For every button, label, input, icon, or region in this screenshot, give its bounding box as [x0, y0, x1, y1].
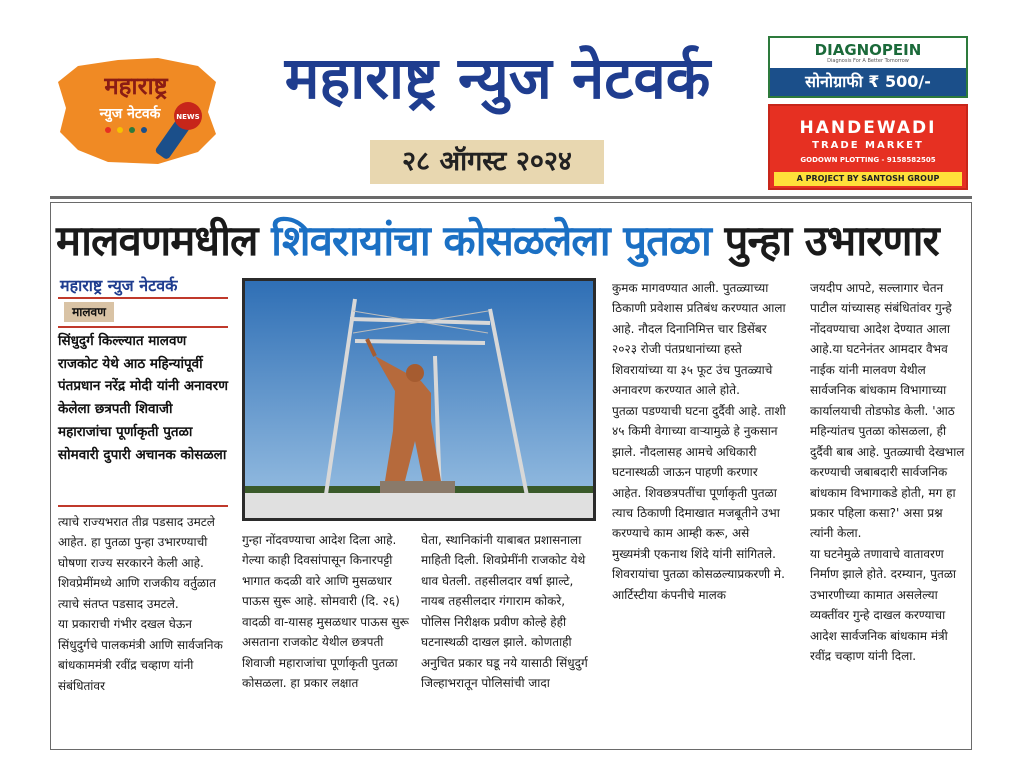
column-1-paragraph-1: त्याचे राज्यभरात तीव्र पडसाद उमटले आहेत. हा पुतळा पुन्हा उभारण्याची घोषणा राज्य सरकारने केली आहे. शिवप्रेमींमध्ये आणि राजकीय वर्तुळात त्याचे संतप्त पडसाद उमटले.	[58, 515, 216, 611]
diagnopein-ad[interactable]	[768, 36, 968, 98]
article-column-3	[421, 530, 596, 694]
masthead-divider	[50, 196, 972, 199]
byline: महाराष्ट्र न्युज नेटवर्क	[60, 276, 178, 295]
headline-part-1: मालवणमधील	[56, 216, 272, 265]
column-2-paragraph: गुन्हा नोंदवण्याचा आदेश दिला आहे. गेल्या काही दिवसांपासून किनारपट्टी भागात कदळी वारे आणि मुसळधार पाऊस सुरू आहे. सोमवारी (दि. २६) वादळी वा-यासह मुसळधार पाऊस सुरू असताना राजकोट येथील छत्रपती शिवाजी महाराजांचा पूर्णाकृती पुतळा कोसळला. हा प्रकार लक्षात	[242, 533, 409, 691]
handewadi-ad[interactable]	[768, 104, 968, 190]
lead-paragraph: सिंधुदुर्ग किल्ल्यात मालवण राजकोट येथे आठ महिन्यांपूर्वी पंतप्रधान नरेंद्र मोदी यांनी अनावरण केलेला छत्रपती शिवाजी महाराजांचा पूर्णाकृती पुतळा सोमवारी दुपारी अचानक कोसळला	[58, 333, 228, 463]
article-column-4	[612, 278, 788, 605]
headline-part-3: पुन्हा उभारणार	[710, 216, 939, 265]
lead-divider-bottom	[58, 505, 228, 507]
statue-photo	[242, 278, 596, 521]
svg-text:NEWS: NEWS	[176, 113, 200, 121]
logo-subtitle: न्युज नेटवर्क	[99, 106, 161, 122]
article-headline	[56, 210, 966, 272]
ad-footer: A PROJECT BY SANTOSH GROUP	[774, 172, 962, 186]
ad-name: HANDEWADI	[799, 118, 937, 138]
logo-title: महाराष्ट्र	[104, 72, 168, 100]
masthead-title: महाराष्ट्र न्युज नेटवर्क	[284, 44, 711, 112]
ad-brand: DIAGNOPEIN	[814, 41, 922, 59]
article-column-2	[242, 530, 410, 694]
article-column-5	[810, 278, 968, 667]
ad-offer: सोनोग्राफी ₹ 500/-	[770, 68, 966, 96]
column-4-paragraph-1: कुमक मागवण्यात आली. पुतळ्याच्या ठिकाणी प्रवेशास प्रतिबंध करण्यात आला आहे. नौदल दिनानिमित्त चार डिसेंबर २०२३ रोजी पंतप्रधानांच्या हस्ते शिवरायांच्या या ३५ फूट उंच पुतळ्याचे अनावरण करण्यात आले होते.	[612, 281, 786, 398]
ad-plotting: GODOWN PLOTTING - 9158582505	[800, 156, 936, 164]
column-4-paragraph-2: पुतळा पडण्याची घटना दुर्दैवी आहे. ताशी ४५ किमी वेगाच्या वाऱ्यामुळे हे नुकसान झाले. नौदलासह आमचे अधिकारी घटनास्थळी जाऊन पाहणी करणार आहेत. शिवछत्रपतींचा पूर्णाकृती पुतळा त्याच ठिकाणी दिमाखात मजबूतीने उभा करण्याचे काम आम्ही करू, असे मुख्यमंत्री एकनाथ शिंदे यांनी सांगितले. शिवरायांचा पुतळा कोसळल्याप्रकरणी मे. आर्टिस्टीया कंपनीचे मालक	[612, 403, 786, 602]
column-5-paragraph-2: या घटनेमुळे तणावाचे वातावरण निर्माण झाले होते. दरम्यान, पुतळा उभारणीच्या कामात असलेल्या व्यक्तींवर गुन्हे दाखल करण्याचा आदेश सार्वजनिक बांधकाम मंत्री रवींद्र चव्हाण यांनी दिला.	[810, 546, 957, 664]
headline-part-2: शिवरायांचा कोसळलेला पुतळा	[271, 216, 711, 265]
column-5-paragraph-1: जयदीप आपटे, सल्लागार चेतन पाटील यांच्यासह संबंधितांवर गुन्हे नोंदवण्याचा आदेश देण्यात आला आहे.या घटनेनंतर आमदार वैभव नाईक यांनी मालवण येथील सार्वजनिक बांधकाम विभागाच्या कार्यालयाची तोडफोड केली. 'आठ महिन्यांतच पुतळा कोसळला, ही दुर्दैवी बाब आहे. पुतळ्याची देखभाल करण्याची जबाबदारी सार्वजनिक बांधकाम विभागाकडे होती, मग हा प्रकार पहिला कसा?' असा प्रश्न त्यांनी केला.	[810, 281, 965, 541]
column-1-paragraph-2: या प्रकाराची गंभीर दखल घेऊन सिंधुदुर्गचे पालकमंत्री आणि सार्वजनिक बांधकाममंत्री रवींद्र चव्हाण यांनी संबंधितांवर	[58, 617, 223, 693]
maharashtra-news-logo	[48, 52, 223, 170]
dateline: मालवण	[64, 302, 114, 322]
article-column-1	[58, 512, 230, 696]
column-3-paragraph: घेता, स्थानिकांनी याबाबत प्रशासनाला माहिती दिली. शिवप्रेमींनी राजकोट येथे धाव घेतली. तहसीलदार वर्षा झाल्टे, नायब तहसीलदार गंगाराम कोकरे, पोलिस निरीक्षक प्रवीण कोल्हे हेही घटनास्थळी दाखल झाले. कोणताही अनुचित प्रकार घडू नये यासाठी सिंधुदुर्ग जिल्हाभरातून पोलिसांची जादा	[421, 533, 588, 691]
byline-divider	[58, 297, 228, 299]
ad-subtitle: TRADE MARKET	[812, 140, 924, 151]
issue-date: २८ ऑगस्ट २०२४	[370, 140, 604, 184]
ad-tagline: Diagnosis For A Better Tomorrow	[827, 58, 909, 64]
lead-divider-top	[58, 326, 228, 328]
